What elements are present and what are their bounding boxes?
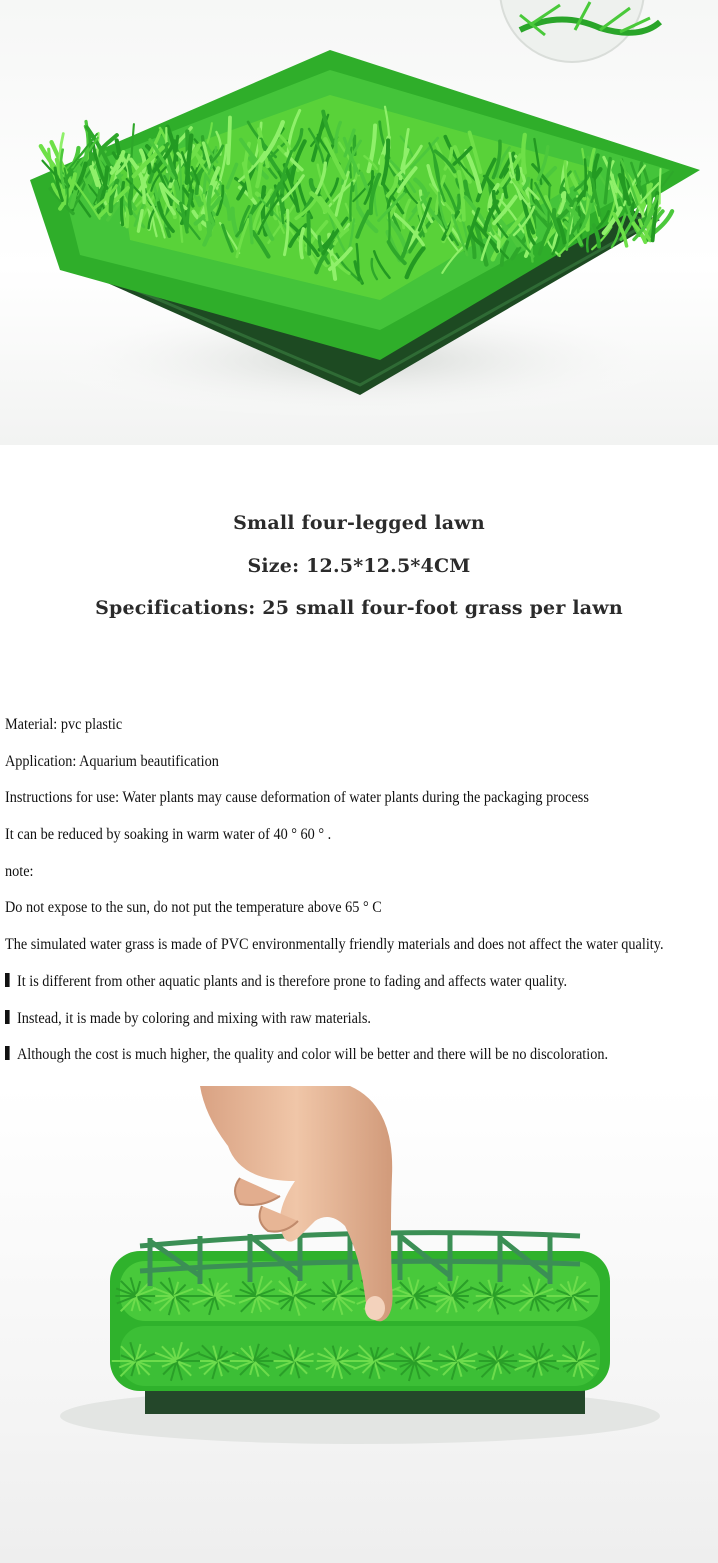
spec-line [5, 897, 661, 934]
detail-inset-circle [500, 0, 660, 62]
spec-list [5, 714, 718, 1081]
spec-line [5, 934, 664, 971]
spec-line [5, 787, 661, 824]
spec-text: Instructions for use: Water plants may cause deformation of water plants during the packaging process [5, 789, 589, 807]
grass-mat-illustration [0, 0, 718, 445]
hand-lifting-mat-illustration [0, 1086, 718, 1563]
spec-line [5, 1044, 661, 1081]
spec-text: Instead, it is made by coloring and mixing with raw materials. [16, 1009, 372, 1027]
bullet-bar-icon [5, 973, 10, 987]
product-photo-top [0, 0, 718, 445]
spec-text: Although the cost is much higher, the quality and color will be better and there will be no discoloration. [16, 1046, 609, 1064]
spec-line [5, 1008, 661, 1045]
grass-blade [660, 169, 661, 204]
grass-blade [228, 118, 230, 164]
spec-text: Do not expose to the sun, do not put the temperature above 65 ° C [5, 899, 382, 917]
grass-blade [250, 215, 252, 243]
product-photo-hand [0, 1086, 718, 1563]
caption-specifications: Specifications: 25 small four-foot grass per lawn [95, 597, 623, 619]
spec-line [5, 824, 661, 861]
spec-text: Material: pvc plastic [5, 716, 123, 733]
spec-text: It is different from other aquatic plants and is therefore prone to fading and affects water quality. [16, 972, 568, 990]
caption-size: Size: 12.5*12.5*4CM [247, 555, 471, 577]
spec-text: Application: Aquarium beautification [5, 752, 219, 770]
caption-title: Small four-legged lawn [233, 512, 485, 534]
spec-text: It can be reduced by soaking in warm water of 40 ° 60 ° . [5, 826, 332, 844]
spec-text: note: [5, 862, 34, 880]
spec-text: The simulated water grass is made of PVC environmentally friendly materials and does not affect the water quality. [5, 936, 664, 954]
grass-blade [523, 135, 525, 173]
bullet-bar-icon [5, 1010, 10, 1024]
grass-blade [389, 213, 390, 243]
spec-line [5, 861, 661, 898]
spec-line [5, 714, 661, 751]
spec-line [5, 971, 661, 1008]
grass-blade [308, 215, 309, 254]
bullet-bar-icon [5, 1046, 10, 1060]
spec-line [5, 751, 661, 788]
